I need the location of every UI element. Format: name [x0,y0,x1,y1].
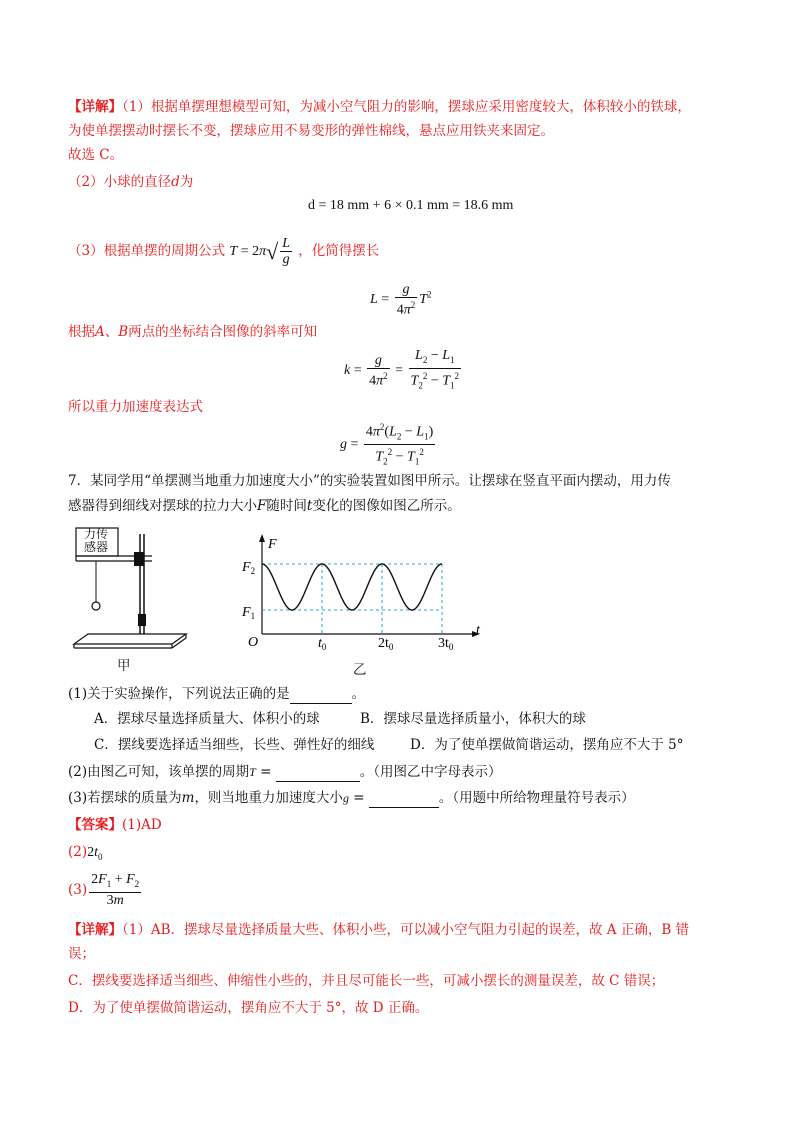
fig2-caption: 乙 [353,662,367,678]
equation-length: L = $\frac{g}{4\pi^2}$ $T^2$ [370,282,432,318]
detail1-line3: 故选 C。 [68,147,124,163]
y-tick-f2: $F_2$ [242,560,256,576]
graph-y-axis-label: F [268,537,277,552]
graph-x-axis-label: t [476,623,480,638]
q2-blank [276,767,360,782]
clamp [134,552,144,566]
q1: (1)关于实验操作，下列说法正确的是 。 [68,686,366,702]
detail1-slope-text: 根据A、B两点的坐标结合图像的斜率可知 [68,324,318,340]
force-time-graph [228,530,488,656]
detail2-line4: D．为了使单摆做简谐运动，摆角应不大于 5°，故 D 正确。 [68,1000,429,1016]
x-tick-2t0: $2t_0$ [378,636,394,652]
option-d: D．为了使单摆做简谐运动，摆角应不大于 5° [410,737,684,753]
graph-origin-label: O [248,635,259,650]
x-tick-3t0: $3t_0$ [438,636,454,652]
question-line1: 7．某同学用“单摆测当地重力加速度大小”的实验装置如图甲所示。让摆球在竖直平面内摆动，用力传 [68,473,671,489]
q3-blank [369,793,439,808]
y-tick-f1: $F_1$ [242,605,256,621]
equation-diameter: d = 18 mm + 6 × 0.1 mm = 18.6 mm [308,198,514,213]
answer-line1: 【答案】(1)AD [68,817,162,833]
question-line2: 感器得到细线对摆球的拉力大小F随时间t变化的图像如图乙所示。 [68,498,461,514]
pendulum-ball [92,602,100,610]
q3: (3)若摆球的质量为m，则当地重力加速度大小g = 。（用题中所给物理量符号表示） [68,790,635,806]
option-a: A．摆球尽量选择质量大、体积小的球 [94,711,320,727]
detail1-g-text: 所以重力加速度表达式 [68,399,203,415]
detail1-part3: （3）根据单摆的周期公式 T = 2π√ $\frac{L}{g}$ ，化简得摆长 [68,236,380,267]
detail1-line1: 【详解】（1）根据单摆理想模型可知，为减小空气阻力的影响，摆球应采用密度较大，体积较小的铁球， [68,99,691,115]
stand-base [74,634,186,644]
detail2-line1: 【详解】（1）AB．摆球尽量选择质量大些、体积小些，可以减小空气阻力引起的误差，故 A 正确，B 错 [68,922,690,938]
graph-y-arrow [259,534,265,542]
equation-g: g = $\frac{4\pi^2(L_2 - L_1)}{T_2^2 - T_1^2}$ [340,420,437,470]
detail2-line2: 误； [68,946,95,962]
q1-blank [290,689,352,704]
detail2-line3: C．摆线要选择适当细些、伸缩性小些的，并且尽可能长一些，可减小摆长的测量误差，故 C 错误； [68,973,665,989]
answer-line3: (3) $\frac{2F_1 + F_2}{3m}$ [68,872,140,908]
period-formula: T = 2π√ $\frac{L}{g}$ [229,236,290,267]
detail1-line2: 为使单摆摆动时摆长不变，摆球应用不易变形的弹性棉线，悬点应用铁夹来固定。 [68,123,554,139]
equation-slope: k = $\frac{g}{4\pi^2}$ = $\frac{L_2 - L_1}{T_2^2 - T_1^2}$ [344,348,463,393]
option-b: B．摆球尽量选择质量小，体积大的球 [360,711,586,727]
x-tick-t0: $t_0$ [318,636,327,652]
sensor-label: 力传 感器 [83,527,108,554]
q2: (2)由图乙可知，该单摆的周期T = 。（用图乙中字母表示） [68,764,502,780]
force-curve [262,564,442,610]
fig1-caption: 甲 [117,658,131,674]
answer-line2: $(2)2t_0$ [68,844,103,862]
option-c: C．摆线要选择适当细些，长些、弹性好的细线 [94,737,375,753]
detail1-part2: （2）小球的直径d为 [68,174,194,190]
